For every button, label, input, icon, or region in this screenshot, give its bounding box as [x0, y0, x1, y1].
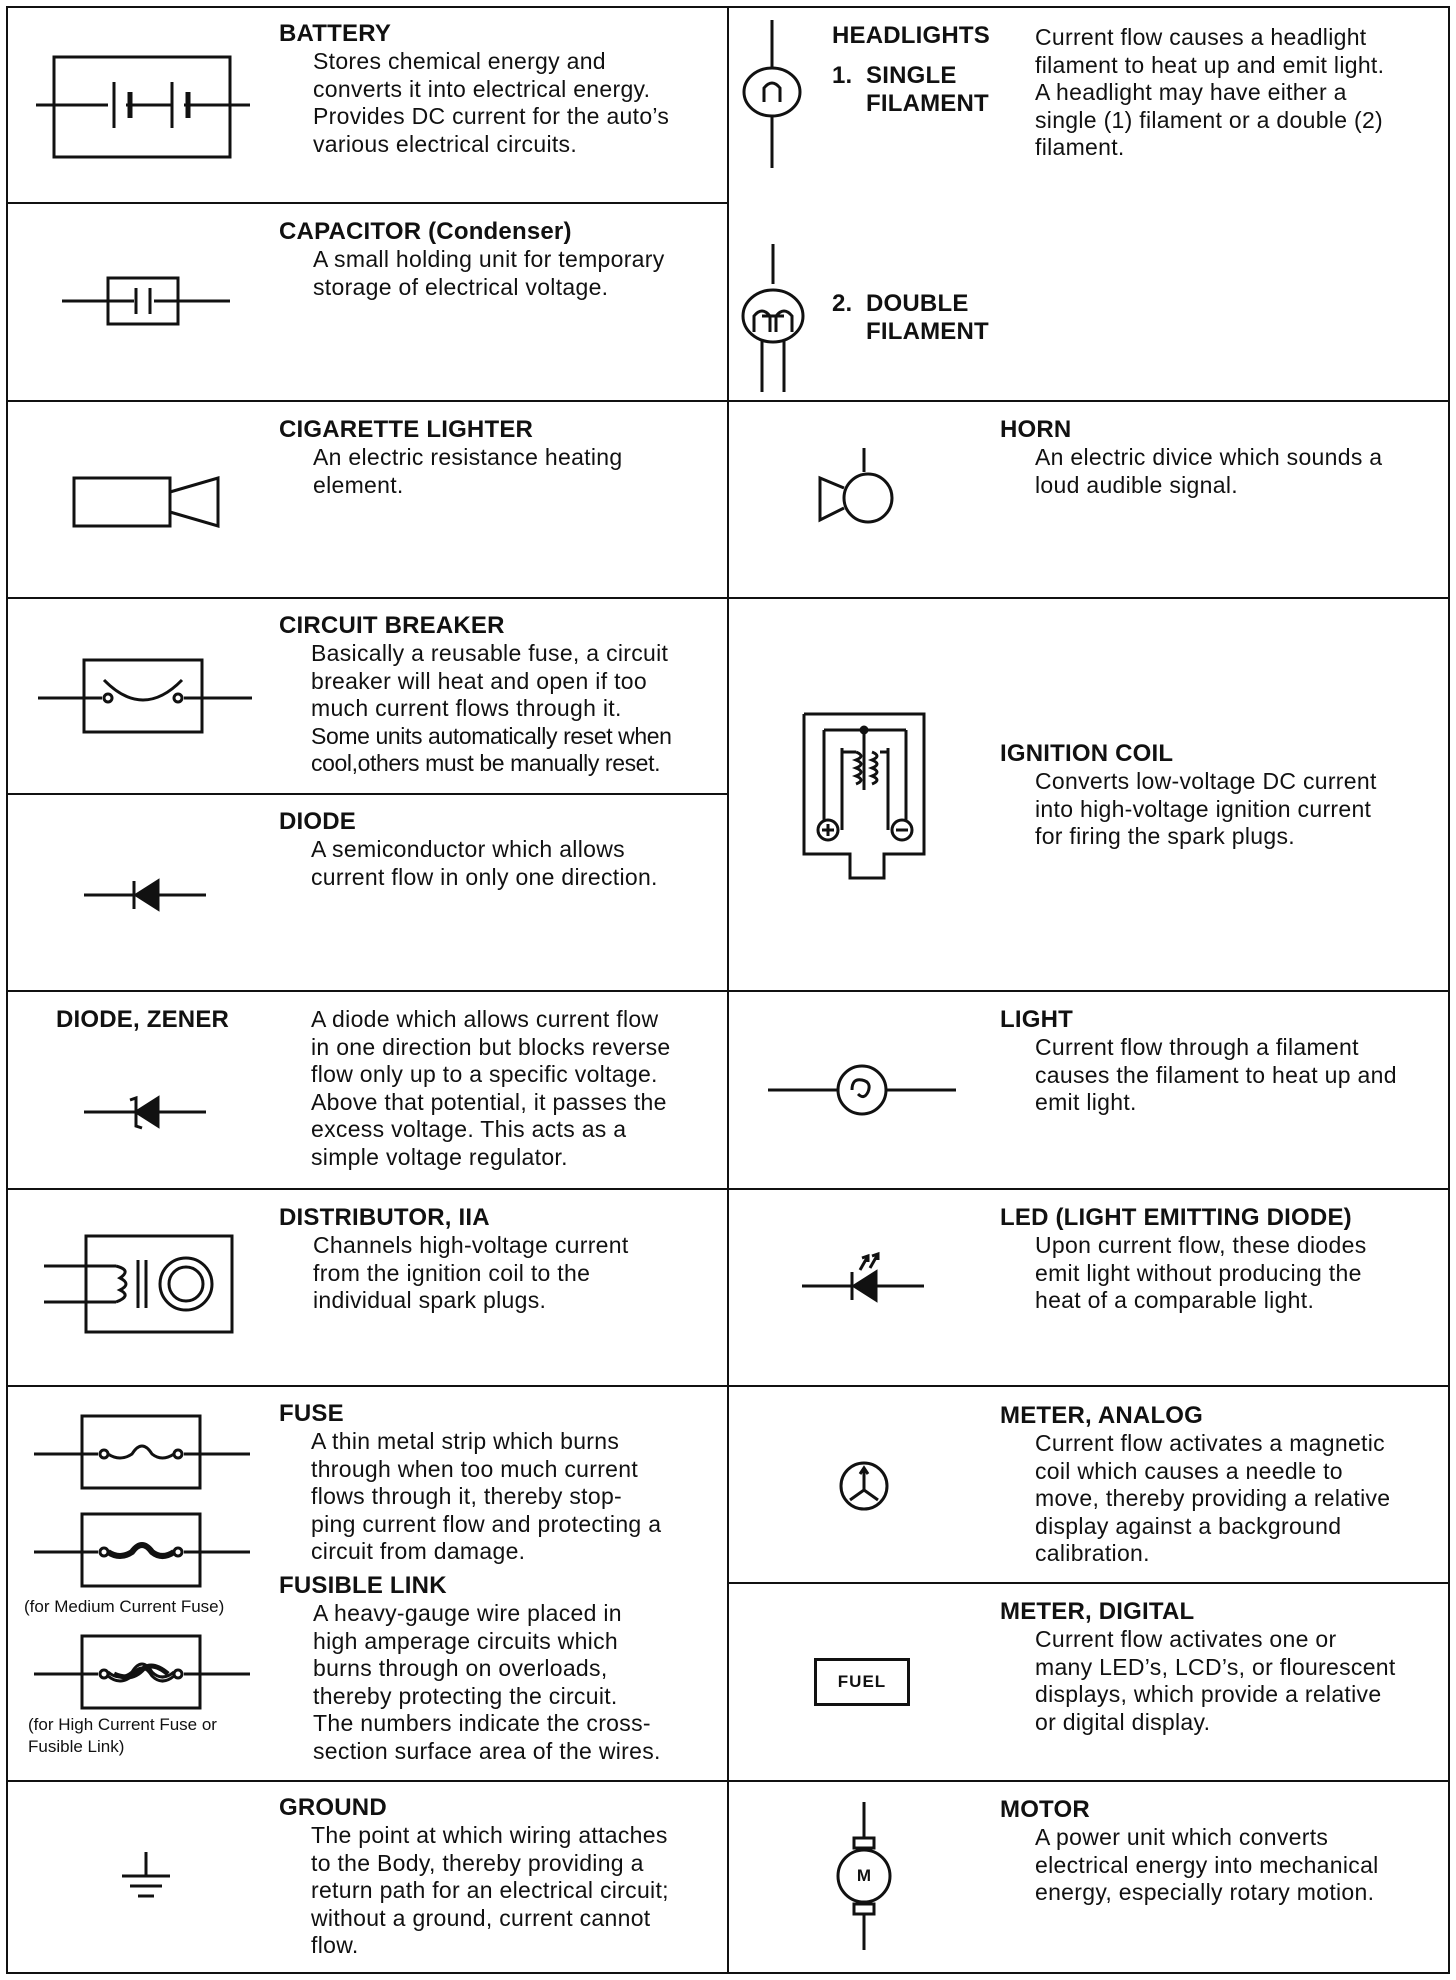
light-description: Current flow through a filament causes the filament to heat up and emit light. [1035, 1034, 1397, 1116]
motor-description: A power unit which converts electrical energy into mechanical energy, especially rotary motion. [1035, 1824, 1379, 1906]
fuse-title: FUSE [279, 1400, 344, 1427]
cigarette-lighter-symbol [72, 474, 222, 530]
high-current-fuse-caption: (for High Current Fuse or Fusible Link) [28, 1715, 217, 1756]
ignition-coil-title: IGNITION COIL [1000, 740, 1174, 767]
ground-title: GROUND [279, 1794, 387, 1821]
meter-digital-description: Current flow activates one or many LED’s, LCD’s, or flourescent displays, which provide a relative or digital display. [1035, 1626, 1396, 1735]
diode-symbol [84, 878, 206, 912]
led-symbol [802, 1244, 924, 1308]
single-filament-number: 1. [832, 62, 853, 89]
horn-symbol [814, 448, 896, 532]
analog-meter-symbol [838, 1460, 890, 1512]
digital-meter-symbol [814, 1658, 910, 1706]
high-current-fuse-symbol [34, 1634, 250, 1710]
diode-title: DIODE [279, 808, 357, 835]
headlights-title: HEADLIGHTS [832, 22, 990, 49]
double-filament-label: DOUBLE FILAMENT [866, 290, 989, 345]
battery-title: BATTERY [279, 20, 392, 47]
row-divider [6, 1780, 1450, 1782]
distributor-title: DISTRIBUTOR, IIA [279, 1204, 490, 1231]
double-filament-headlight-symbol [740, 244, 806, 392]
row-divider [6, 202, 728, 204]
meter-analog-description: Current flow activates a magnetic coil which causes a needle to move, thereby providing a relative display against a background calibration. [1035, 1430, 1391, 1567]
capacitor-symbol [62, 276, 230, 328]
zener-diode-symbol [84, 1094, 206, 1130]
led-description: Upon current flow, these diodes emit light without producing the heat of a comparable light. [1035, 1232, 1367, 1314]
ignition-coil-symbol [800, 710, 930, 880]
motor-title: MOTOR [1000, 1796, 1090, 1823]
medium-fuse-caption: (for Medium Current Fuse) [24, 1597, 225, 1616]
zener-title: DIODE, ZENER [56, 1006, 230, 1033]
battery-symbol [36, 52, 251, 164]
circuit-breaker-symbol [38, 658, 253, 734]
distributor-description: Channels high-voltage current from the ignition coil to the individual spark plugs. [313, 1232, 629, 1314]
ground-description: The point at which wiring attaches to the Body, thereby providing a return path for an electrical circuit; without a ground, current cannot flow. [311, 1822, 669, 1959]
horn-title: HORN [1000, 416, 1072, 443]
row-divider [6, 990, 1450, 992]
led-title: LED (LIGHT EMITTING DIODE) [1000, 1204, 1352, 1231]
single-filament-label: SINGLE FILAMENT [866, 62, 989, 117]
headlights-description: Current flow causes a headlight filament to heat up and emit light. A headlight may have either a single (1) filament or a double (2) filament. [1035, 24, 1385, 161]
ignition-coil-description: Converts low-voltage DC current into high-voltage ignition current for firing the spark plugs. [1035, 768, 1377, 850]
distributor-symbol [44, 1234, 236, 1334]
diode-description: A semiconductor which allows current flow in only one direction. [311, 836, 658, 890]
motor-letter: M [856, 1866, 872, 1885]
fusible-link-description: A heavy-gauge wire placed in high amperage circuits which burns through on overloads, thereby protecting the circuit. The numbers indicate the cross- section surface area of the wires. [313, 1600, 661, 1764]
horn-description: An electric divice which sounds a loud audible signal. [1035, 444, 1383, 498]
fuse-symbol [34, 1414, 250, 1490]
row-divider [6, 1188, 1450, 1190]
row-divider [6, 597, 1450, 599]
double-filament-number: 2. [832, 290, 853, 317]
capacitor-description: A small holding unit for temporary storage of electrical voltage. [313, 246, 665, 300]
headlight-symbol [740, 20, 804, 168]
light-bulb-symbol [768, 1064, 956, 1116]
row-divider [728, 1582, 1450, 1584]
fuel-display-text: FUEL [837, 1672, 887, 1691]
meter-analog-title: METER, ANALOG [1000, 1402, 1204, 1429]
fusible-link-title: FUSIBLE LINK [279, 1572, 447, 1599]
row-divider [6, 1385, 1450, 1387]
ground-symbol [118, 1852, 174, 1906]
circuit-breaker-description: Basically a reusable fuse, a circuit breaker will heat and open if too much current flows through it. Some units automatically reset when cool,others must be manually reset. [311, 640, 672, 777]
light-title: LIGHT [1000, 1006, 1073, 1033]
row-divider [6, 400, 1450, 402]
fuse-description: A thin metal strip which burns through when too much current flows through it, thereby stop- ping current flow and protecting a circuit from damage. [311, 1428, 662, 1565]
cigarette-lighter-title: CIGARETTE LIGHTER [279, 416, 534, 443]
battery-description: Stores chemical energy and converts it into electrical energy. Provides DC current for the auto’s various electrical circuits. [313, 48, 670, 157]
capacitor-title: CAPACITOR (Condenser) [279, 218, 572, 245]
meter-digital-title: METER, DIGITAL [1000, 1598, 1195, 1625]
zener-description: A diode which allows current flow in one direction but blocks reverse flow only up to a specific voltage. Above that potential, it passes the excess voltage. This acts as a simple voltage regulator. [311, 1006, 671, 1170]
circuit-breaker-title: CIRCUIT BREAKER [279, 612, 505, 639]
row-divider [6, 793, 728, 795]
cigarette-lighter-description: An electric resistance heating element. [313, 444, 623, 498]
medium-fuse-symbol [34, 1512, 250, 1588]
